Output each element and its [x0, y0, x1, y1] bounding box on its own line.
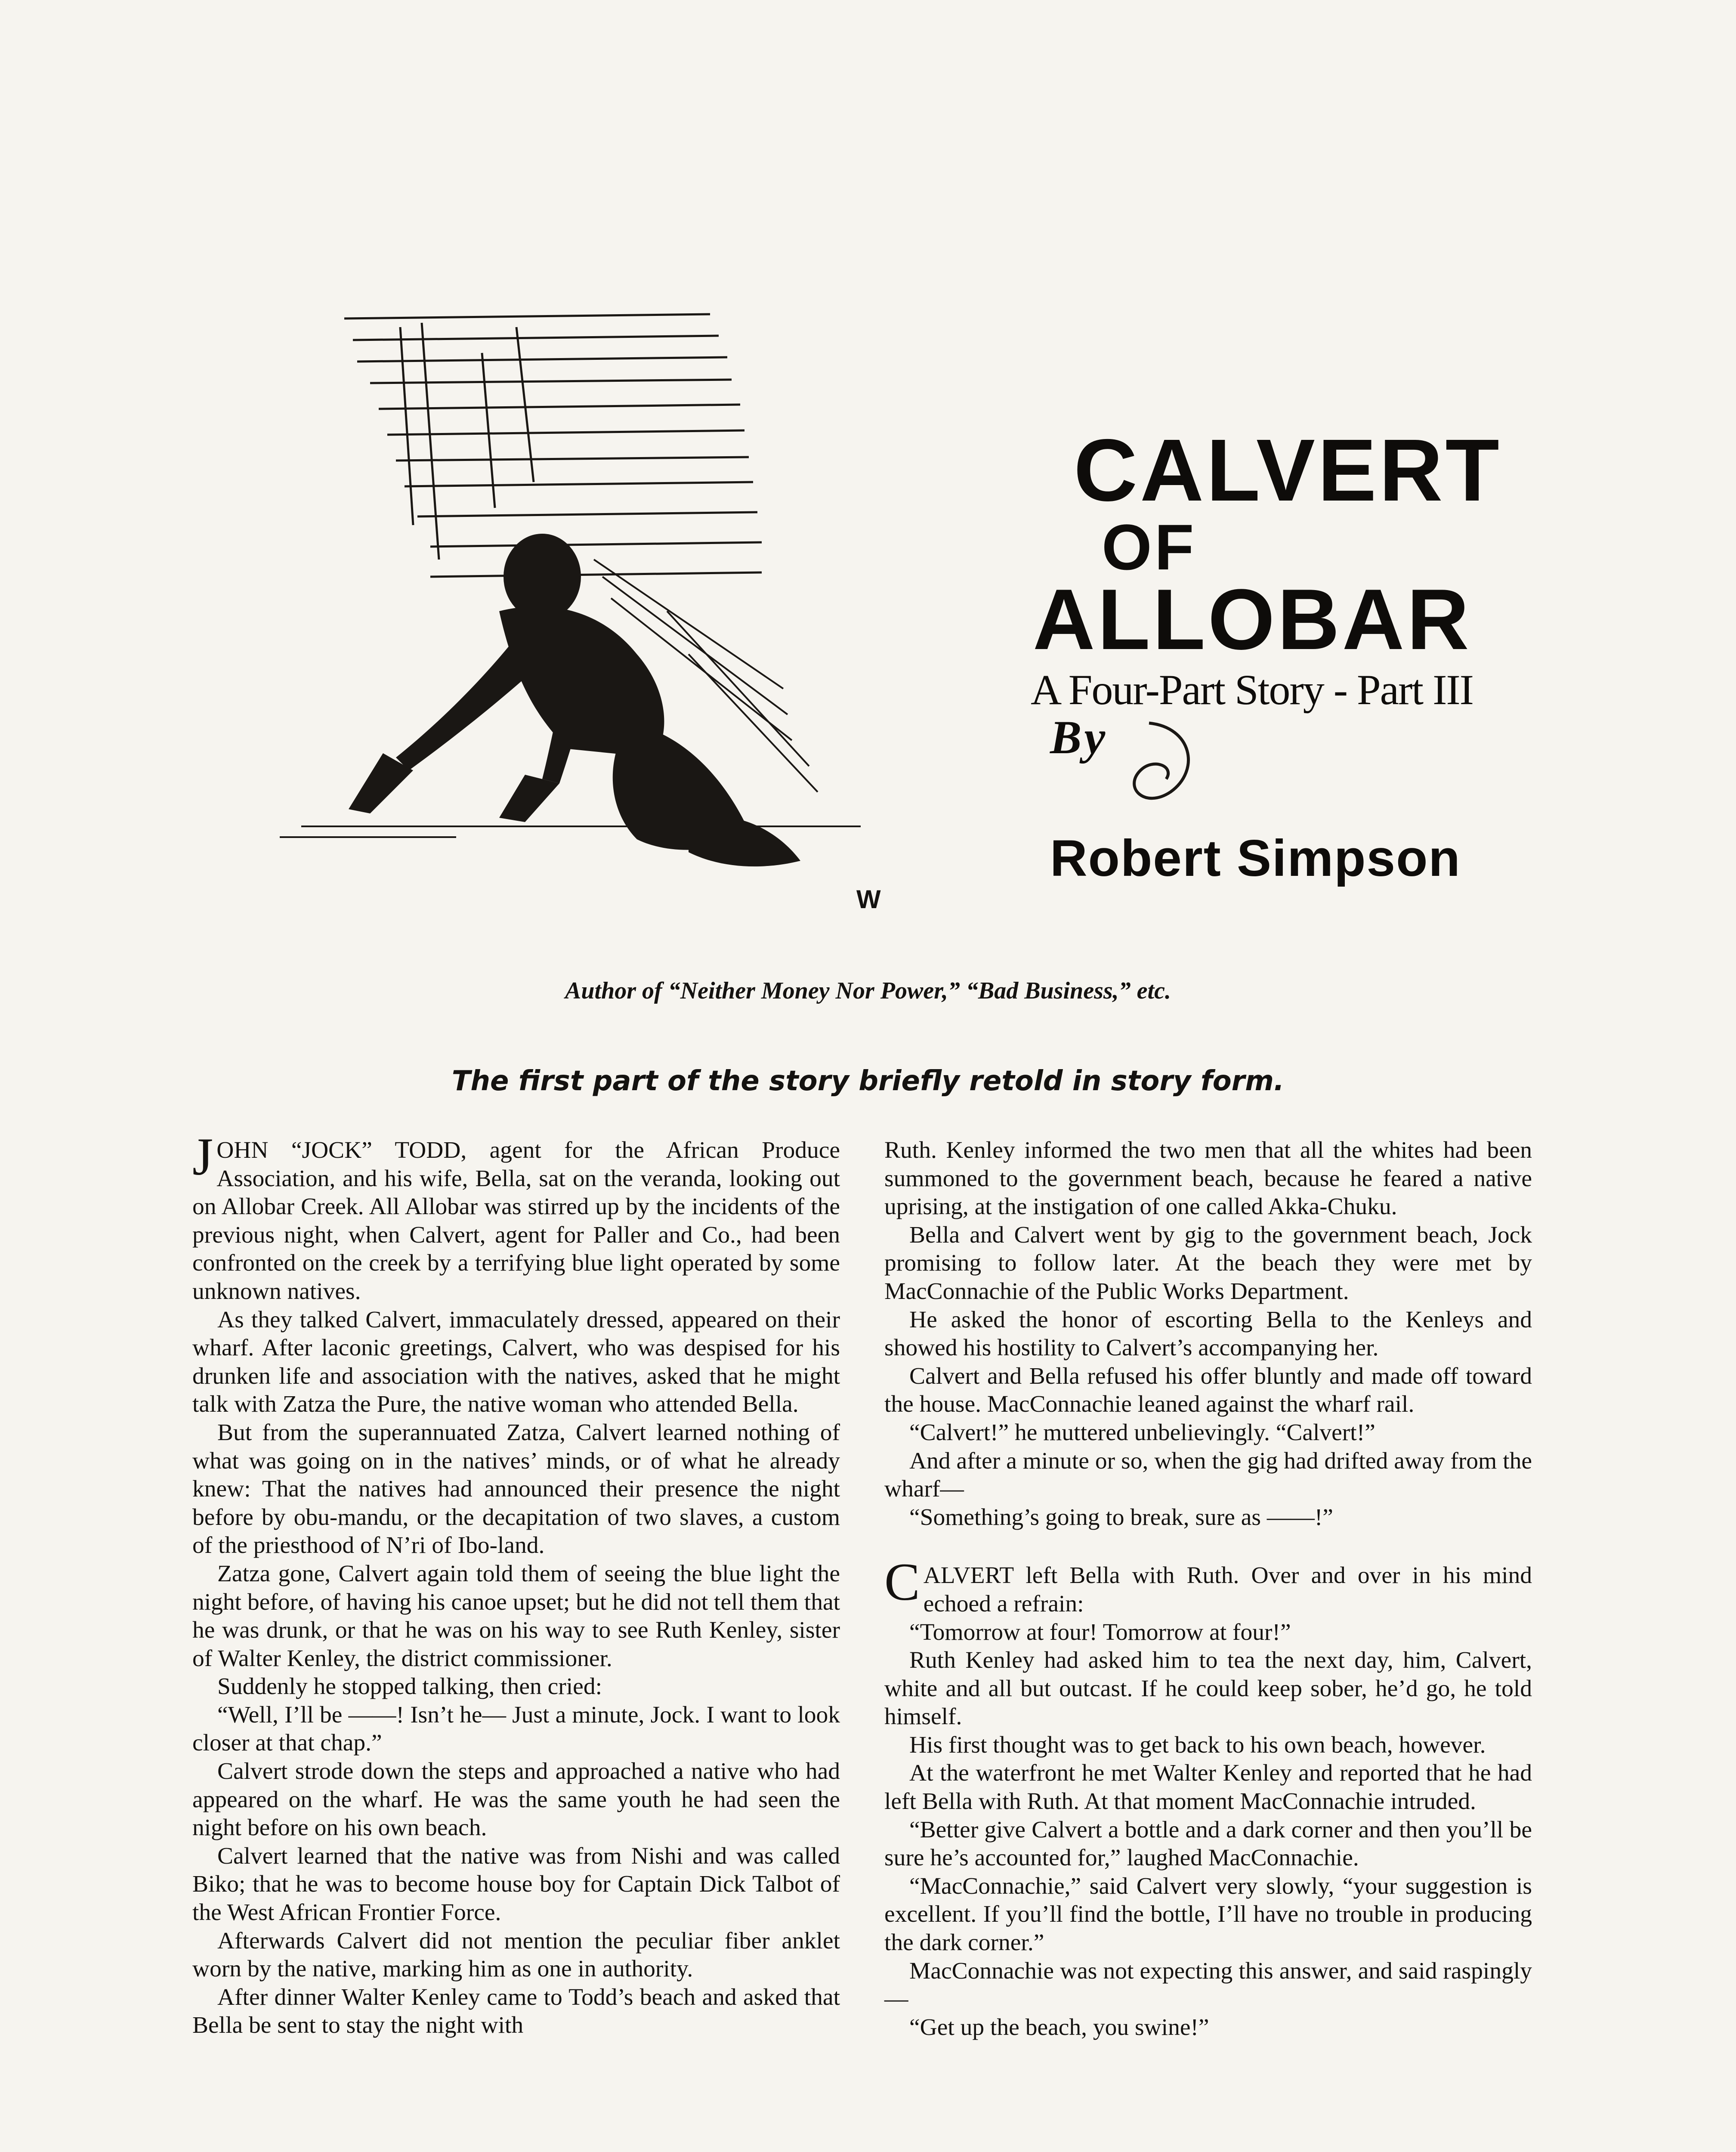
series-subtitle: A Four-Part Story - Part III — [1031, 666, 1473, 714]
section-break — [884, 1531, 1532, 1561]
paragraph: And after a minute or so, when the gig had drifted away from the wharf— — [884, 1447, 1532, 1503]
story-illustration — [215, 301, 887, 917]
paragraph: CALVERT left Bella with Ruth. Over and over in his mind echoed a refrain: — [884, 1552, 1532, 1617]
paragraph: “Calvert!” he muttered unbelievingly. “Calvert!” — [909, 1419, 1375, 1446]
paragraph: But from the superannuated Zatza, Calvert learned nothing of what was going on in the natives’ minds, or of what he already knew: That the natives had announced their presence the night before by obu-mandu, or the decapitation of two slaves, a custom of the priesthood of N’ri of Ibo-land. — [192, 1419, 840, 1559]
author-name: Robert Simpson — [1050, 829, 1461, 887]
paragraph: “Tomorrow at four! Tomorrow at four!” — [909, 1619, 1291, 1645]
paragraph: Afterwards Calvert did not mention the peculiar fiber anklet worn by the native, marking him as one in authority. — [192, 1927, 840, 1982]
paragraph: His first thought was to get back to his own beach, however. — [909, 1731, 1486, 1758]
paragraph: “Get up the beach, you swine!” — [909, 2014, 1209, 2041]
story-title-line2: OF — [1102, 511, 1197, 583]
paragraph: After dinner Walter Kenley came to Todd’s beach and asked that Bella be sent to stay the night with — [192, 1984, 840, 2039]
story-title-line1: CALVERT — [1074, 421, 1502, 519]
right-column — [884, 1136, 1532, 2041]
paragraph: JOHN “JOCK” TODD, agent for the African Produce Association, and his wife, Bella, sat on the veranda, looking out on Allobar Creek. All Allobar was stirred up by the incidents of the previous night, when Calvert, agent for Paller and Co., had been confronted on the creek by a terrifying blue light operated by some unknown natives. — [192, 1127, 840, 1305]
story-title-line3: ALLOBAR — [1033, 572, 1472, 668]
paragraph: At the waterfront he met Walter Kenley and reported that he had left Bella with Ruth. At that moment MacConnachie intruded. — [884, 1760, 1532, 1815]
paragraph: Calvert strode down the steps and approached a native who had appeared on the wharf. He was the same youth he had seen the night before on his own beach. — [192, 1758, 840, 1841]
byline-flourish-icon — [1115, 710, 1214, 809]
byline-by: By — [1050, 711, 1108, 764]
paragraph: Bella and Calvert went by gig to the government beach, Jock promising to follow later. At the beach they were met by MacConnachie of the Public Works Department. — [884, 1221, 1532, 1305]
illustrator-signature: W — [856, 885, 881, 914]
paragraph: Calvert learned that the native was from Nishi and was called Biko; that he was to become house boy for Captain Dick Talbot of the West African Frontier Force. — [192, 1843, 840, 1926]
paragraph: As they talked Calvert, immaculately dressed, appeared on their wharf. After laconic greetings, Calvert, who was despised for his drunken life and association with the natives, asked that he might talk with Zatza the Pure, the native woman who attended Bella. — [192, 1306, 840, 1418]
paragraph: Ruth Kenley had asked him to tea the next day, him, Calvert, white and all but outcast. If he could keep sober, he’d go, he told himself. — [884, 1647, 1532, 1730]
left-column — [192, 1127, 840, 2040]
paragraph: “Something’s going to break, sure as ——!” — [909, 1504, 1333, 1531]
synopsis-heading: The first part of the story briefly retold in story form. — [451, 1065, 1285, 1097]
paragraph: Calvert and Bella refused his offer bluntly and made off toward the house. MacConnachie leaned against the wharf rail. — [884, 1363, 1532, 1418]
author-credits: Author of “Neither Money Nor Power,” “Bad Business,” etc. — [565, 977, 1171, 1004]
paragraph: Zatza gone, Calvert again told them of seeing the blue light the night before, of having his canoe upset; but he did not tell them that he was drunk, or that he was on his way to see Ruth Kenley, sister of Walter Kenley, the district commissioner. — [192, 1560, 840, 1672]
paragraph: “Better give Calvert a bottle and a dark corner and then you’ll be sure he’s accounted for,” laughed MacConnachie. — [884, 1816, 1532, 1871]
paragraph: He asked the honor of escorting Bella to the Kenleys and showed his hostility to Calvert’s accompanying her. — [884, 1306, 1532, 1361]
paragraph: Suddenly he stopped talking, then cried: — [217, 1673, 602, 1700]
drop-cap: J — [192, 1127, 213, 1186]
paragraph: MacConnachie was not expecting this answer, and said raspingly— — [884, 1957, 1532, 2013]
paragraph: “MacConnachie,” said Calvert very slowly, “your suggestion is excellent. If you’ll find the bottle, I’ll have no trouble in producing the dark corner.” — [884, 1873, 1532, 1956]
paragraph: Ruth. Kenley informed the two men that all the whites had been summoned to the government beach, because he feared a native uprising, at the instigation of one called Akka-Chuku. — [884, 1137, 1532, 1220]
drop-cap: C — [884, 1552, 920, 1612]
paragraph: “Well, I’ll be ——! Isn’t he— Just a minute, Jock. I want to look closer at that chap.” — [192, 1701, 840, 1756]
